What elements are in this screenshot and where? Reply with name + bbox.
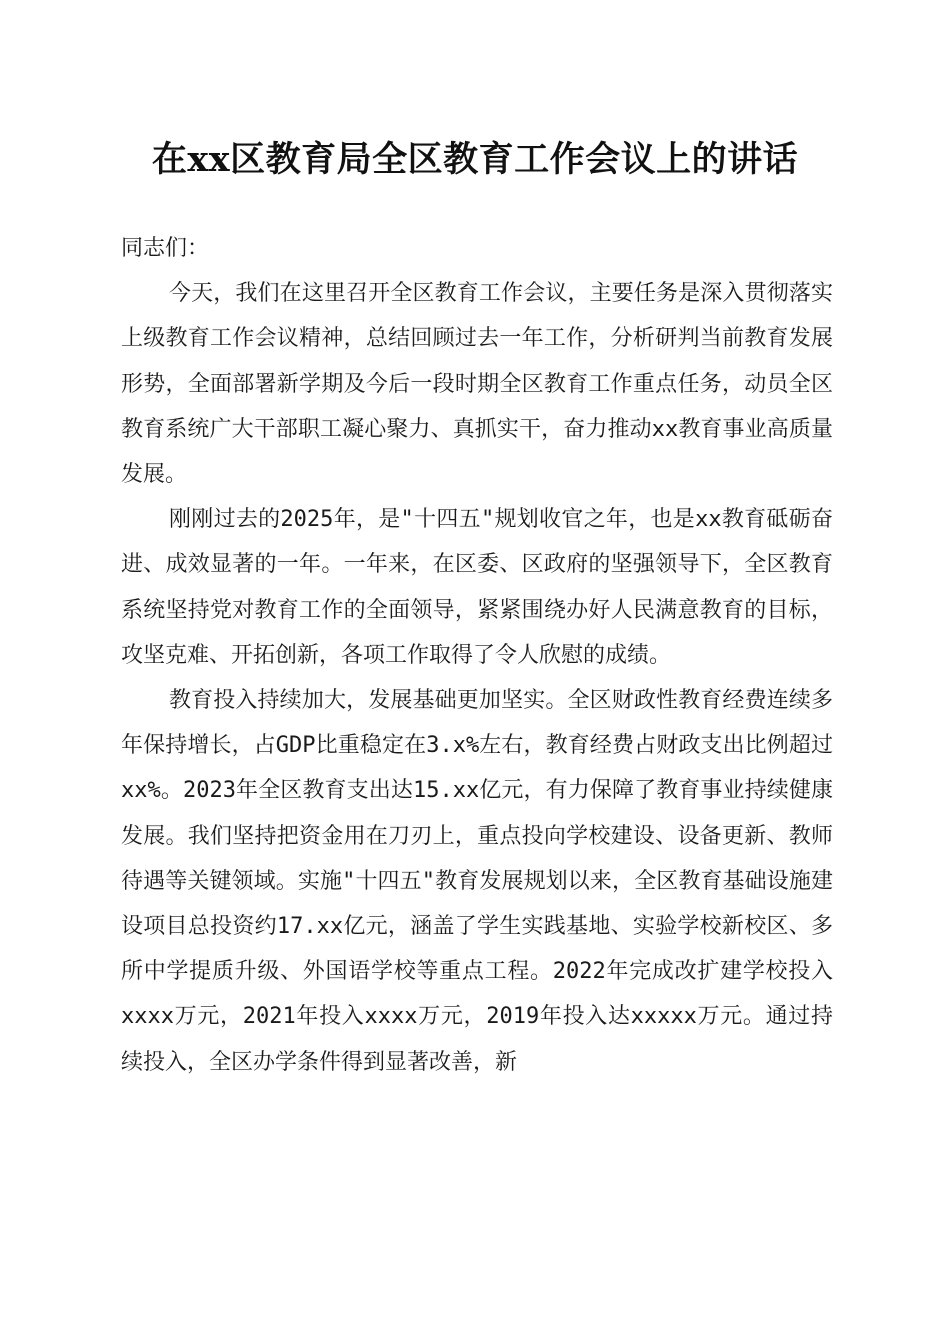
paragraph-education-investment: 教育投入持续加大，发展基础更加坚实。全区财政性教育经费连续多年保持增长，占GDP比重稳定在3.x%左右，教育经费占财政支出比例超过xx%。2023年全区教育支出达15.xx亿元，有力保障了教育事业持续健康发展。我们坚持把资金用在刀刃上，重点投向学校建设、设备更新、教师待遇等关键领域。实施"十四五"教育发展规划以来，全区教育基础设施建设项目总投资约17.xx亿元，涵盖了学生实践基地、实验学校新校区、多所中学提质升级、外国语学校等重点工程。2022年完成改扩建学校投入xxxx万元，2021年投入xxxx万元，2019年投入达xxxxx万元。通过持续投入，全区办学条件得到显著改善，新 bbox=[121, 688, 833, 1075]
paragraph-review-2025: 刚刚过去的2025年，是"十四五"规划收官之年，也是xx教育砥砺奋进、成效显著的一年。一年来，在区委、区政府的坚强领导下，全区教育系统坚持党对教育工作的全面领导，紧紧围绕办好人民满意教育的目标，攻坚克难、开拓创新，各项工作取得了令人欣慰的成绩。 bbox=[121, 507, 833, 668]
document-title: 在xx区教育局全区教育工作会议上的讲话 bbox=[151, 139, 799, 180]
document-body bbox=[121, 226, 833, 1085]
salutation: 同志们： bbox=[121, 236, 210, 261]
paragraph-opening: 今天，我们在这里召开全区教育工作会议，主要任务是深入贯彻落实上级教育工作会议精神，总结回顾过去一年工作，分析研判当前教育发展形势，全面部署新学期及今后一段时期全区教育工作重点任务，动员全区教育系统广大干部职工凝心聚力、真抓实干，奋力推动xx教育事业高质量发展。 bbox=[121, 281, 833, 488]
